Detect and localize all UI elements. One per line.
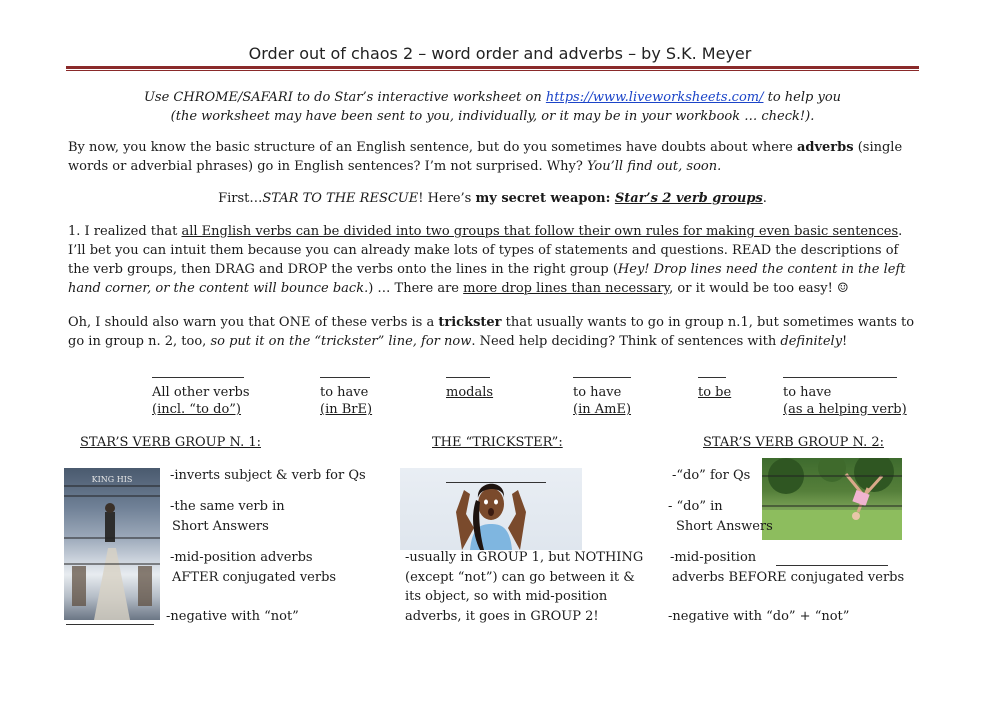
paragraph-adverbs: [68, 138, 918, 176]
verb-card-to-be[interactable]: [698, 384, 731, 401]
verb-label: to have: [320, 385, 369, 400]
para2-underlined-2: more drop lines than necessary: [463, 281, 670, 296]
g1-rule-mid-position: -mid-position adverbs: [170, 550, 313, 565]
drop-line[interactable]: [698, 377, 726, 378]
paragraph-instructions: [68, 222, 918, 298]
g2-rule-do-in: - “do” in: [668, 499, 723, 514]
trickster-bold: trickster: [438, 315, 502, 330]
para1-bold: adverbs: [796, 140, 854, 155]
group-1-heading: STAR’S VERB GROUP N. 1:: [80, 435, 261, 450]
g1-rule-inverts: -inverts subject & verb for Qs: [170, 468, 366, 483]
g2-rule-short-answers: Short Answers: [676, 519, 773, 534]
first-text-post: .: [762, 191, 767, 206]
para3-text: Oh, I should also warn you that ONE of these verbs is a: [68, 315, 439, 330]
cartwheel-illustration: [762, 458, 902, 540]
surprised-girl-image: [400, 468, 582, 550]
g2-rule-do-qs: -“do” for Qs: [672, 468, 751, 483]
drop-line[interactable]: [783, 377, 897, 378]
intro-line-2: (the worksheet may have been sent to you, individually, or it may be in your workbook … check!).: [170, 109, 815, 124]
g1-rule-negative: -negative with “not”: [166, 609, 299, 624]
secret-weapon-line: [66, 189, 919, 208]
trickster-rule-line-1: -usually in GROUP 1, but NOTHING: [405, 550, 644, 565]
verb-card-all-other-verbs[interactable]: [152, 384, 250, 418]
drop-line[interactable]: [776, 565, 888, 566]
title-divider-thin: [66, 70, 919, 71]
para3-text-post: !: [842, 334, 848, 349]
verb-note: (incl. “to do”): [152, 402, 242, 417]
verb-card-to-have-helping[interactable]: [783, 384, 907, 418]
g1-rule-short-answers: Short Answers: [172, 519, 269, 534]
g2-rule-negative: -negative with “do” + “not”: [668, 609, 850, 624]
para3-text-mid2: . Need help deciding? Think of sentences with: [471, 334, 781, 349]
cartwheel-girl-image: [762, 458, 902, 540]
first-text-mid: ! Here’s: [418, 191, 476, 206]
star-rescue-text: STAR TO THE RESCUE: [262, 191, 419, 206]
verb-label: to be: [698, 385, 732, 400]
para2-text: 1. I realized that: [68, 224, 182, 239]
g1-rule-after: AFTER conjugated verbs: [172, 570, 337, 585]
para2-italic: Hey! Drop lines need the content in the left hand corner, or the content will bounce back.: [68, 262, 906, 296]
trickster-rule-line-2: (except “not”) can go between it &: [405, 570, 635, 585]
verb-label: to have: [783, 385, 832, 400]
g1-rule-same-verb: -the same verb in: [170, 499, 285, 514]
poster-illustration: [64, 468, 160, 620]
drop-line[interactable]: [320, 377, 370, 378]
verb-label: All other verbs: [152, 385, 250, 400]
girl-illustration: [400, 468, 582, 550]
para3-italic: so put it on the “trickster” line, for now: [210, 334, 472, 349]
para1-text-mid: (single words or adverbial phrases) go in English sentences? I’m not surprised. Why?: [68, 140, 903, 174]
verb-note: (in AmE): [573, 402, 632, 417]
verb-label: to have: [573, 385, 622, 400]
poster-title-text: KING HIS: [91, 475, 133, 484]
verb-card-to-have-bre[interactable]: [320, 384, 372, 418]
drop-line[interactable]: [573, 377, 631, 378]
para2-text-post: , or it would be too easy! ☺: [669, 281, 849, 296]
trickster-heading: THE “TRICKSTER”:: [432, 435, 563, 450]
intro-text-pre: Use CHROME/SAFARI to do Star’s interactive worksheet on: [143, 90, 546, 105]
para1-text: By now, you know the basic structure of an English sentence, but do you sometimes have doubts about where: [68, 140, 797, 155]
title-divider: [66, 66, 919, 69]
intro-line-1: [66, 88, 919, 107]
first-text: First…: [218, 191, 263, 206]
verb-card-modals[interactable]: [446, 384, 493, 401]
para3-text-mid: that usually wants to go in group n.1, but sometimes wants to go in group n. 2, too,: [68, 315, 915, 349]
trickster-rule-line-3: its object, so with mid-position: [405, 589, 608, 604]
page-title: Order out of chaos 2 – word order and adverbs – by S.K. Meyer: [248, 44, 752, 63]
liveworksheets-link[interactable]: https://www.liveworksheets.com/: [545, 90, 764, 105]
drop-line[interactable]: [66, 624, 154, 625]
verb-note: (in BrE): [320, 402, 373, 417]
trickster-rule-line-4: adverbs, it goes in GROUP 2!: [405, 609, 599, 624]
movie-poster-image: [64, 468, 160, 620]
intro-text-post: to help you: [763, 90, 842, 105]
drop-line[interactable]: [152, 377, 244, 378]
drop-line[interactable]: [446, 482, 546, 483]
secret-weapon-text: my secret weapon:: [475, 191, 615, 206]
para1-italic: You’ll find out, soon.: [586, 159, 722, 174]
drop-line[interactable]: [446, 377, 490, 378]
verb-label: modals: [446, 385, 494, 400]
para2-text-mid2: ) … There are: [368, 281, 464, 296]
verb-groups-text: Star’s 2 verb groups: [614, 191, 763, 206]
para2-text-mid: . I’ll bet you can intuit them because you can already make lots of types of statements and questions. READ the descriptions of the verb groups, then DRAG and DROP the verbs onto the lines in the right group (: [68, 224, 903, 277]
definitely-italic: definitely: [780, 334, 843, 349]
para2-underlined: all English verbs can be divided into two groups that follow their own rules for making even basic sentences: [181, 224, 899, 239]
group-2-heading: STAR’S VERB GROUP N. 2:: [703, 435, 884, 450]
g2-rule-mid-position: -mid-position: [670, 550, 757, 565]
verb-note: (as a helping verb): [783, 402, 907, 417]
paragraph-trickster: [68, 313, 918, 351]
verb-card-to-have-ame[interactable]: [573, 384, 631, 418]
g2-rule-before: adverbs BEFORE conjugated verbs: [672, 570, 905, 585]
